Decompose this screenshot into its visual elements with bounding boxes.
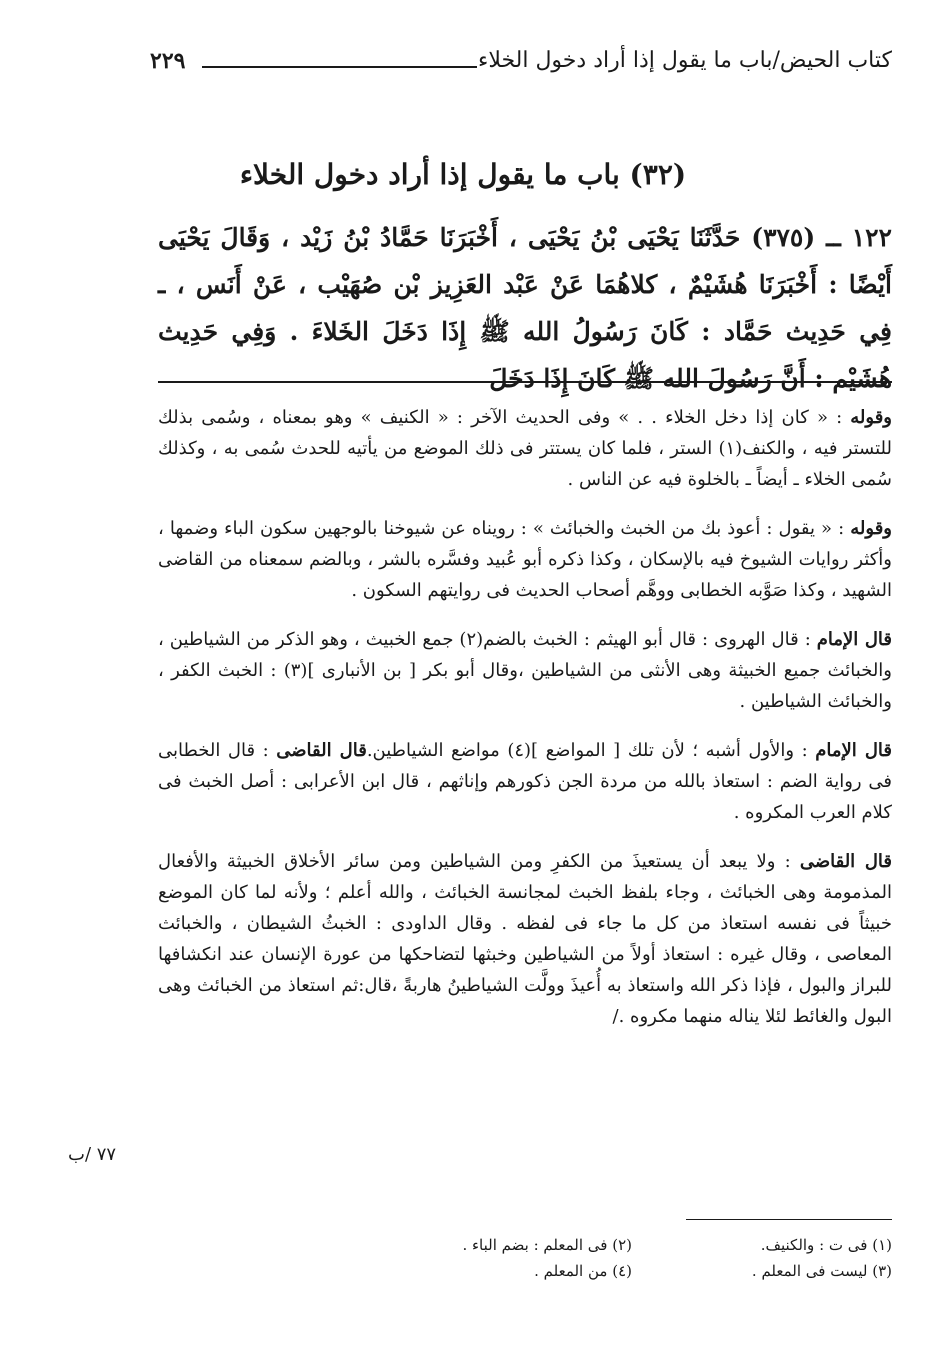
commentary-paragraph bbox=[158, 402, 892, 495]
running-head-rule bbox=[202, 66, 477, 68]
commentary bbox=[158, 402, 892, 1032]
commentary-paragraph bbox=[158, 735, 892, 828]
commentary-paragraph bbox=[158, 624, 892, 717]
paragraph-text: : « يقول : أعوذ بك من الخبث والخبائث » : رويناه عن شيوخنا بالوجهين سكون الباء وضمها ، وأكثر روايات الشيوخ فيه بالإسكان ، وكذا ذكره أبو عُبيد وفسَّره بالشر ، وبالضم سمعناه من القاضى الشهيد ، وكذا صَوَّبه الخطابى ووهَّم أصحاب الحديث فى روايتهم السكون . bbox=[158, 518, 892, 601]
footnote: (٤) من المعلم . bbox=[534, 1262, 632, 1280]
footnote: (١) فى ت : والكنيف. bbox=[760, 1236, 892, 1254]
paragraph-lead: وقوله bbox=[850, 407, 892, 428]
footnote-divider bbox=[686, 1219, 892, 1220]
hadith-divider bbox=[158, 381, 892, 383]
paragraph-text: : ولا يبعد أن يستعيذَ من الكفرِ ومن الشياطين ومن سائر الأخلاق الخبيثة والأفعال المذمومة وهى الخبائث ، وجاء بلفظ الخبث لمجانسة الخبائث ، والله أعلم ؛ ولأنه لما كان الموضع خبيثاً فى نفسه استعاذ من كل ما جاء فى لفظه . وقال الداودى : الخبثُ الشيطان ، والخبائث المعاصى ، وقال غيره : استعاذ أولاً من الشياطين وخبثها لتضاحكها من عورة الإنسان عند انكشافها للبراز والبول ، فإذا ذكر الله واستعاذ به أُعيذَ وولَّت الشياطينُ هاربةً ،قال:ثم استعاذ من الخبائث وهى البول والغائط لئلا يناله منهما مكروه ./ bbox=[158, 851, 892, 1027]
paragraph-lead: قال القاضى bbox=[799, 851, 893, 872]
paragraph-text: : قال الهروى : قال أبو الهيثم : الخبث بالضم(٢) جمع الخبيث ، وهو الذكر من الشياطين ، والخبائث جميع الخبيثة وهى الأنثى من الشياطين ،وقال أبو بكر [ بن الأنبارى ](٣) : الخبث الكفر ، والخبائث الشياطين . bbox=[158, 629, 892, 712]
hadith-text: ١٢٢ ــ (٣٧٥) حَدَّثَنَا يَحْيَى بْنُ يَحْيَى ، أَخْبَرَنَا حَمَّادُ بْنُ زَيْد ، وَقَالَ يَحْيَى أَيْضًا : أَخْبَرَنَا هُشَيْمٌ ، كلاهُمَا عَنْ عَبْد العَزِيز بْن صُهَيْب ، عَنْ أَنَس ، ـ فِي حَدِيث حَمَّاد : كَانَ رَسُولُ الله ﷺ إِذَا دَخَلَ الخَلاءَ . وَفِي حَدِيث هُشَيْم : أَنَّ رَسُولَ الله ﷺ كَانَ إِذَا دَخَلَ bbox=[158, 223, 892, 393]
paragraph-lead: وقوله bbox=[850, 518, 892, 539]
paragraph-text: : « كان إذا دخل الخلاء . . » وفى الحديث الآخر : « الكنيف » وهو بمعناه ، وسُمى بذلك للتستر فيه ، والكنف(١) الستر ، فلما كان يستتر فى ذلك الموضع من يأتيه للحدث سُمى به ، وكذلك سُمى الخلاء ـ أيضاً ـ بالخلوة فيه عن الناس . bbox=[158, 407, 892, 490]
footnote: (٢) فى المعلم : بضم الباء . bbox=[462, 1236, 632, 1254]
paragraph-text: : قال الخطابى فى رواية الضم : استعاذ بالله من مردة الجن ذكورهم وإناثهم ، قال ابن الأعرابى : أصل الخبث فى كلام العرب المكروه . bbox=[158, 740, 892, 823]
running-head-title: كتاب الحيض/باب ما يقول إذا أراد دخول الخلاء bbox=[477, 48, 892, 73]
paragraph-lead: قال الإمام bbox=[816, 629, 892, 650]
commentary-paragraph bbox=[158, 846, 892, 1032]
footnote: (٣) ليست فى المعلم . bbox=[751, 1262, 892, 1280]
commentary-paragraph bbox=[158, 513, 892, 606]
page-number: ٢٢٩ bbox=[150, 48, 186, 74]
paragraph-text: : والأول أشبه ؛ لأن تلك [ المواضع ](٤) مواضع الشياطين. bbox=[366, 740, 816, 761]
paragraph-lead: قال الإمام bbox=[815, 740, 892, 761]
paragraph-lead: قال القاضى bbox=[276, 740, 367, 761]
running-head bbox=[150, 48, 892, 88]
footnotes bbox=[372, 1234, 892, 1282]
chapter-title: (٣٢) باب ما يقول إذا أراد دخول الخلاء bbox=[239, 158, 687, 191]
manuscript-folio-ref: ٧٧ /ب bbox=[68, 1144, 117, 1165]
